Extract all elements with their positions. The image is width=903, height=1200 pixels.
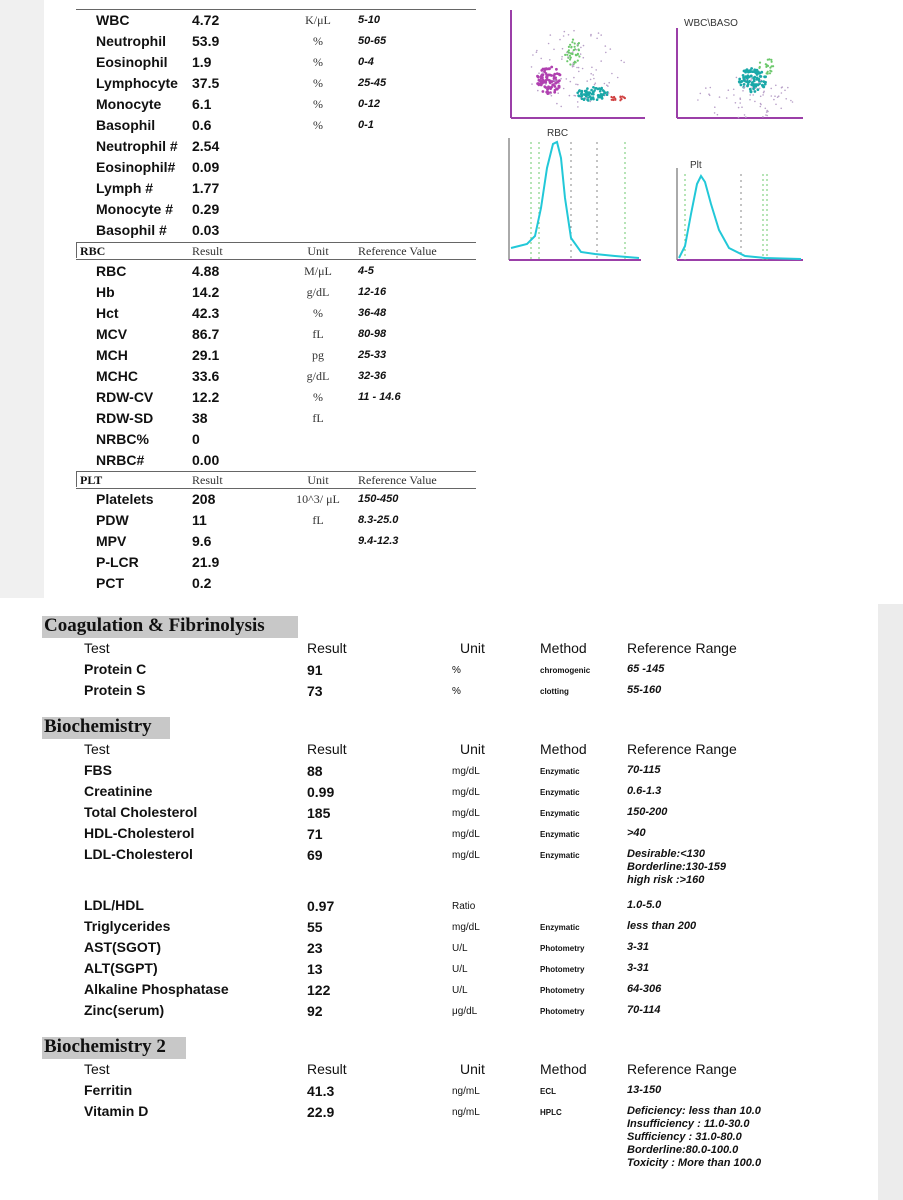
reference-range: less than 200 [627, 920, 697, 932]
test-name: PCT [96, 575, 124, 591]
test-name: Platelets [96, 491, 154, 507]
section-title: Biochemistry 2 [44, 1036, 166, 1057]
test-name: LDL-Cholesterol [84, 846, 193, 862]
test-reference: 0-1 [358, 119, 374, 131]
test-header: Test [84, 741, 110, 757]
reference-range: 13-150 [627, 1084, 662, 1096]
test-method: HPLC [540, 1108, 562, 1117]
reference-range: 150-200 [627, 806, 668, 818]
test-unit: % [313, 118, 323, 132]
test-name: Monocyte # [96, 201, 174, 217]
test-result: 6.1 [192, 96, 212, 112]
test-result: 29.1 [192, 347, 220, 363]
reference-header: Reference Value [358, 244, 437, 258]
section-title: Biochemistry [44, 716, 152, 737]
test-name: Total Cholesterol [84, 804, 198, 820]
test-result: 0.09 [192, 159, 220, 175]
test-result: 0 [192, 431, 200, 447]
test-name: AST(SGOT) [84, 939, 161, 955]
header-rule-bottom [76, 488, 476, 489]
test-unit: % [452, 665, 461, 676]
unit-header: Unit [460, 640, 485, 656]
reference-range-header: Reference Range [627, 741, 737, 757]
test-result: 0.6 [192, 117, 212, 133]
test-name: NRBC% [96, 431, 149, 447]
test-unit: mg/dL [452, 829, 480, 840]
test-name: Alkaline Phosphatase [84, 981, 229, 997]
reference-range: Insufficiency : 11.0-30.0 [627, 1118, 750, 1130]
test-result: 23 [307, 940, 323, 956]
test-unit: ng/mL [452, 1086, 480, 1097]
test-reference: 25-45 [358, 77, 387, 89]
test-unit: g/dL [306, 285, 330, 299]
reference-range: 0.6-1.3 [627, 785, 662, 797]
test-result: 0.03 [192, 222, 220, 238]
test-result: 38 [192, 410, 208, 426]
test-reference: 5-10 [358, 14, 381, 26]
test-name: Protein S [84, 682, 146, 698]
test-unit: ng/mL [452, 1107, 480, 1118]
result-header: Result [192, 473, 223, 487]
test-unit: mg/dL [452, 808, 480, 819]
result-header: Result [307, 1061, 347, 1077]
wbc-baso-label: WBC\BASO [684, 18, 738, 29]
unit-header: Unit [460, 1061, 485, 1077]
plt-chart-label: Plt [690, 160, 702, 171]
page-edge-right [878, 604, 903, 1200]
test-result: 88 [307, 763, 323, 779]
test-unit: % [313, 390, 323, 404]
header-rule-left [76, 242, 77, 258]
test-name: Eosinophil [96, 54, 168, 70]
test-result: 2.54 [192, 138, 220, 154]
test-name: MPV [96, 533, 127, 549]
test-method: Photometry [540, 965, 585, 974]
reference-range: 1.0-5.0 [627, 899, 662, 911]
test-result: 14.2 [192, 284, 220, 300]
test-unit: fL [312, 513, 324, 527]
test-unit: % [313, 306, 323, 320]
method-header: Method [540, 640, 587, 656]
test-name: RDW-CV [96, 389, 154, 405]
test-unit: g/dL [306, 369, 330, 383]
unit-header: Unit [307, 244, 329, 258]
section-banner [42, 1037, 186, 1059]
test-result: 42.3 [192, 305, 220, 321]
test-reference: 32-36 [358, 370, 387, 382]
test-unit: fL [312, 327, 324, 341]
test-result: 92 [307, 1003, 323, 1019]
test-name: Monocyte [96, 96, 162, 112]
reference-range: Borderline:130-159 [627, 861, 727, 873]
test-name: Hct [96, 305, 119, 321]
reference-range: Deficiency: less than 10.0 [627, 1105, 761, 1117]
diff-scatter [511, 10, 645, 118]
test-name: Neutrophil [96, 33, 166, 49]
test-result: 21.9 [192, 554, 220, 570]
section-banner [42, 616, 298, 638]
test-header: Test [84, 640, 110, 656]
reference-range-header: Reference Range [627, 1061, 737, 1077]
test-reference: 11 - 14.6 [358, 391, 401, 403]
test-unit: U/L [452, 943, 468, 954]
test-method: Photometry [540, 986, 585, 995]
header-rule-top [76, 471, 476, 472]
test-reference: 9.4-12.3 [358, 535, 399, 547]
test-unit: Ratio [452, 901, 476, 912]
section-label: RBC [80, 244, 106, 258]
reference-range: 65 -145 [627, 663, 665, 675]
method-header: Method [540, 1061, 587, 1077]
test-unit: U/L [452, 985, 468, 996]
test-unit: % [313, 76, 323, 90]
test-name: Neutrophil # [96, 138, 178, 154]
test-result: 1.77 [192, 180, 220, 196]
test-name: LDL/HDL [84, 897, 144, 913]
header-rule-left [76, 471, 77, 487]
test-result: 33.6 [192, 368, 220, 384]
test-result: 12.2 [192, 389, 220, 405]
test-reference: 25-33 [358, 349, 387, 361]
reference-range: 55-160 [627, 684, 662, 696]
test-unit: 10^3/ μL [296, 492, 340, 506]
test-name: RDW-SD [96, 410, 154, 426]
test-reference: 0-12 [358, 98, 381, 110]
section-label: PLT [80, 473, 103, 487]
test-name: Lymphocyte [96, 75, 178, 91]
reference-range-header: Reference Range [627, 640, 737, 656]
reference-range: Desirable:<130 [627, 848, 705, 860]
reference-range: 64-306 [627, 983, 662, 995]
page-edge-left [0, 0, 44, 598]
result-header: Result [307, 640, 347, 656]
test-name: PDW [96, 512, 129, 528]
test-reference: 150-450 [358, 493, 399, 505]
header-rule-bottom [76, 259, 476, 260]
test-reference: 36-48 [358, 307, 387, 319]
test-method: Enzymatic [540, 809, 580, 818]
reference-range: Toxicity : More than 100.0 [627, 1157, 762, 1169]
top-rule [76, 9, 476, 10]
test-name: Hb [96, 284, 115, 300]
result-header: Result [307, 741, 347, 757]
test-unit: % [313, 34, 323, 48]
test-name: NRBC# [96, 452, 145, 468]
reference-range: 3-31 [627, 962, 650, 974]
test-result: 22.9 [307, 1104, 335, 1120]
test-unit: pg [312, 348, 324, 362]
test-result: 53.9 [192, 33, 220, 49]
result-header: Result [192, 244, 223, 258]
test-method: Enzymatic [540, 851, 580, 860]
test-name: Zinc(serum) [84, 1002, 165, 1018]
plt-histogram [677, 168, 803, 260]
test-name: Vitamin D [84, 1103, 149, 1119]
test-name: Triglycerides [84, 918, 171, 934]
test-method: clotting [540, 687, 569, 696]
rbc-histogram [509, 138, 641, 260]
test-method: Photometry [540, 1007, 585, 1016]
wbc-baso-scatter [677, 28, 803, 118]
test-result: 13 [307, 961, 323, 977]
method-header: Method [540, 741, 587, 757]
test-result: 4.72 [192, 12, 220, 28]
test-result: 0.00 [192, 452, 220, 468]
reference-range: >40 [627, 827, 646, 839]
test-result: 41.3 [307, 1083, 335, 1099]
test-unit: mg/dL [452, 787, 480, 798]
test-unit: M/μL [304, 264, 332, 278]
test-result: 71 [307, 826, 323, 842]
test-name: MCHC [96, 368, 138, 384]
section-banner [42, 717, 170, 739]
unit-header: Unit [307, 473, 329, 487]
test-method: ECL [540, 1087, 556, 1096]
test-name: HDL-Cholesterol [84, 825, 195, 841]
test-name: Lymph # [96, 180, 154, 196]
test-name: RBC [96, 263, 127, 279]
test-name: Eosinophil# [96, 159, 176, 175]
test-result: 73 [307, 683, 323, 699]
reference-range: high risk :>160 [627, 874, 705, 886]
test-name: ALT(SGPT) [84, 960, 158, 976]
header-rule-top [76, 242, 476, 243]
test-name: Creatinine [84, 783, 153, 799]
test-name: Protein C [84, 661, 147, 677]
reference-range: 70-115 [627, 764, 661, 776]
test-result: 4.88 [192, 263, 220, 279]
test-unit: mg/dL [452, 850, 480, 861]
rbc-chart-label: RBC [547, 128, 569, 139]
test-name: WBC [96, 12, 130, 28]
test-unit: mg/dL [452, 766, 480, 777]
test-result: 55 [307, 919, 323, 935]
test-name: MCV [96, 326, 128, 342]
test-unit: μg/dL [452, 1006, 478, 1017]
test-reference: 80-98 [358, 328, 387, 340]
test-name: P-LCR [96, 554, 139, 570]
test-method: chromogenic [540, 666, 591, 675]
test-unit: mg/dL [452, 922, 480, 933]
test-result: 208 [192, 491, 216, 507]
test-method: Enzymatic [540, 830, 580, 839]
test-unit: % [313, 97, 323, 111]
test-method: Enzymatic [540, 788, 580, 797]
reference-header: Reference Value [358, 473, 437, 487]
test-method: Enzymatic [540, 767, 580, 776]
reference-range: 70-114 [627, 1004, 661, 1016]
test-reference: 4-5 [358, 265, 374, 277]
test-reference: 0-4 [358, 56, 374, 68]
test-result: 0.29 [192, 201, 220, 217]
reference-range: Sufficiency : 31.0-80.0 [627, 1131, 742, 1143]
reference-range: 3-31 [627, 941, 650, 953]
test-result: 185 [307, 805, 331, 821]
test-result: 9.6 [192, 533, 212, 549]
test-reference: 50-65 [358, 35, 387, 47]
test-result: 86.7 [192, 326, 220, 342]
test-name: FBS [84, 762, 112, 778]
test-name: MCH [96, 347, 128, 363]
test-unit: fL [312, 411, 324, 425]
test-name: Basophil # [96, 222, 167, 238]
test-name: Ferritin [84, 1082, 133, 1098]
section-title: Coagulation & Fibrinolysis [44, 615, 265, 636]
unit-header: Unit [460, 741, 485, 757]
test-result: 0.97 [307, 898, 335, 914]
test-header: Test [84, 1061, 110, 1077]
test-result: 0.2 [192, 575, 212, 591]
test-unit: % [313, 55, 323, 69]
test-method: Enzymatic [540, 923, 580, 932]
test-result: 122 [307, 982, 331, 998]
test-unit: U/L [452, 964, 468, 975]
test-name: Basophil [96, 117, 156, 133]
test-unit: % [452, 686, 461, 697]
reference-range: Borderline:80.0-100.0 [627, 1144, 739, 1156]
test-method: Photometry [540, 944, 585, 953]
test-result: 1.9 [192, 54, 212, 70]
test-reference: 8.3-25.0 [358, 514, 399, 526]
test-result: 37.5 [192, 75, 220, 91]
test-result: 91 [307, 662, 323, 678]
test-reference: 12-16 [358, 286, 387, 298]
test-result: 0.99 [307, 784, 335, 800]
test-unit: K/μL [305, 13, 331, 27]
test-result: 11 [192, 512, 207, 528]
test-result: 69 [307, 847, 323, 863]
